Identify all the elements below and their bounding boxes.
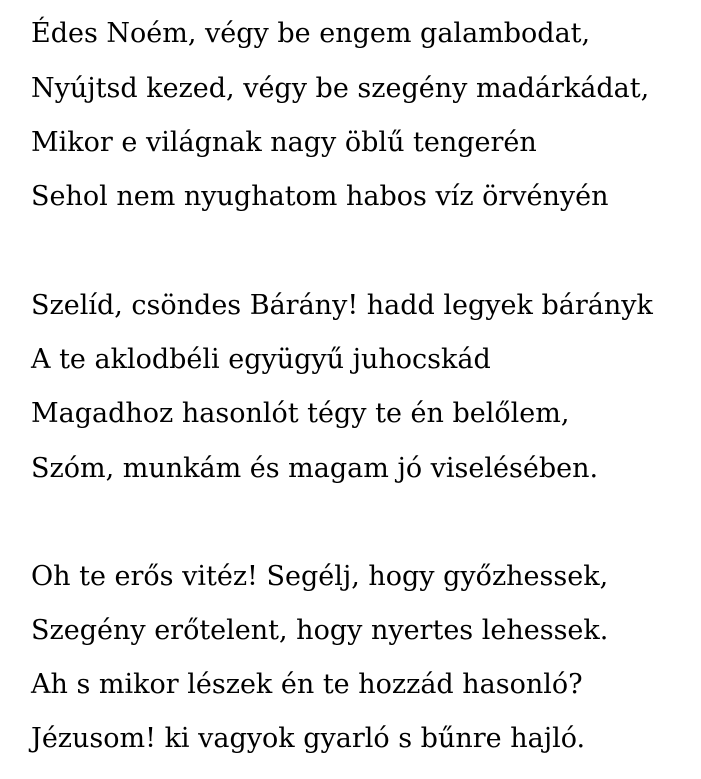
poem-line: Édes Noém, végy be engem galambodat, xyxy=(31,18,591,49)
poem-line: Ah s mikor lészek én te hozzád hasonló? xyxy=(31,669,583,700)
poem-line: A te aklodbéli együgyű juhocskád xyxy=(31,344,491,375)
poem-line: Oh te erős vitéz! Segélj, hogy győzhessek, xyxy=(31,561,609,592)
poem-line: Mikor e világnak nagy öblű tengerén xyxy=(31,127,537,158)
poem-line: Szóm, munkám és magam jó viselésében. xyxy=(31,453,599,484)
poem-line: Szelíd, csöndes Bárány! hadd legyek bárányk xyxy=(31,290,653,321)
poem-line: Szegény erőtelent, hogy nyertes lehessek. xyxy=(31,615,609,646)
poem-line: Sehol nem nyughatom habos víz örvényén xyxy=(31,181,609,212)
poem-line: Magadhoz hasonlót tégy te én belőlem, xyxy=(31,398,570,429)
poem-line: Jézusom! ki vagyok gyarló s bűnre hajló. xyxy=(31,723,586,754)
poem-line: Nyújtsd kezed, végy be szegény madárkádat, xyxy=(31,73,650,104)
